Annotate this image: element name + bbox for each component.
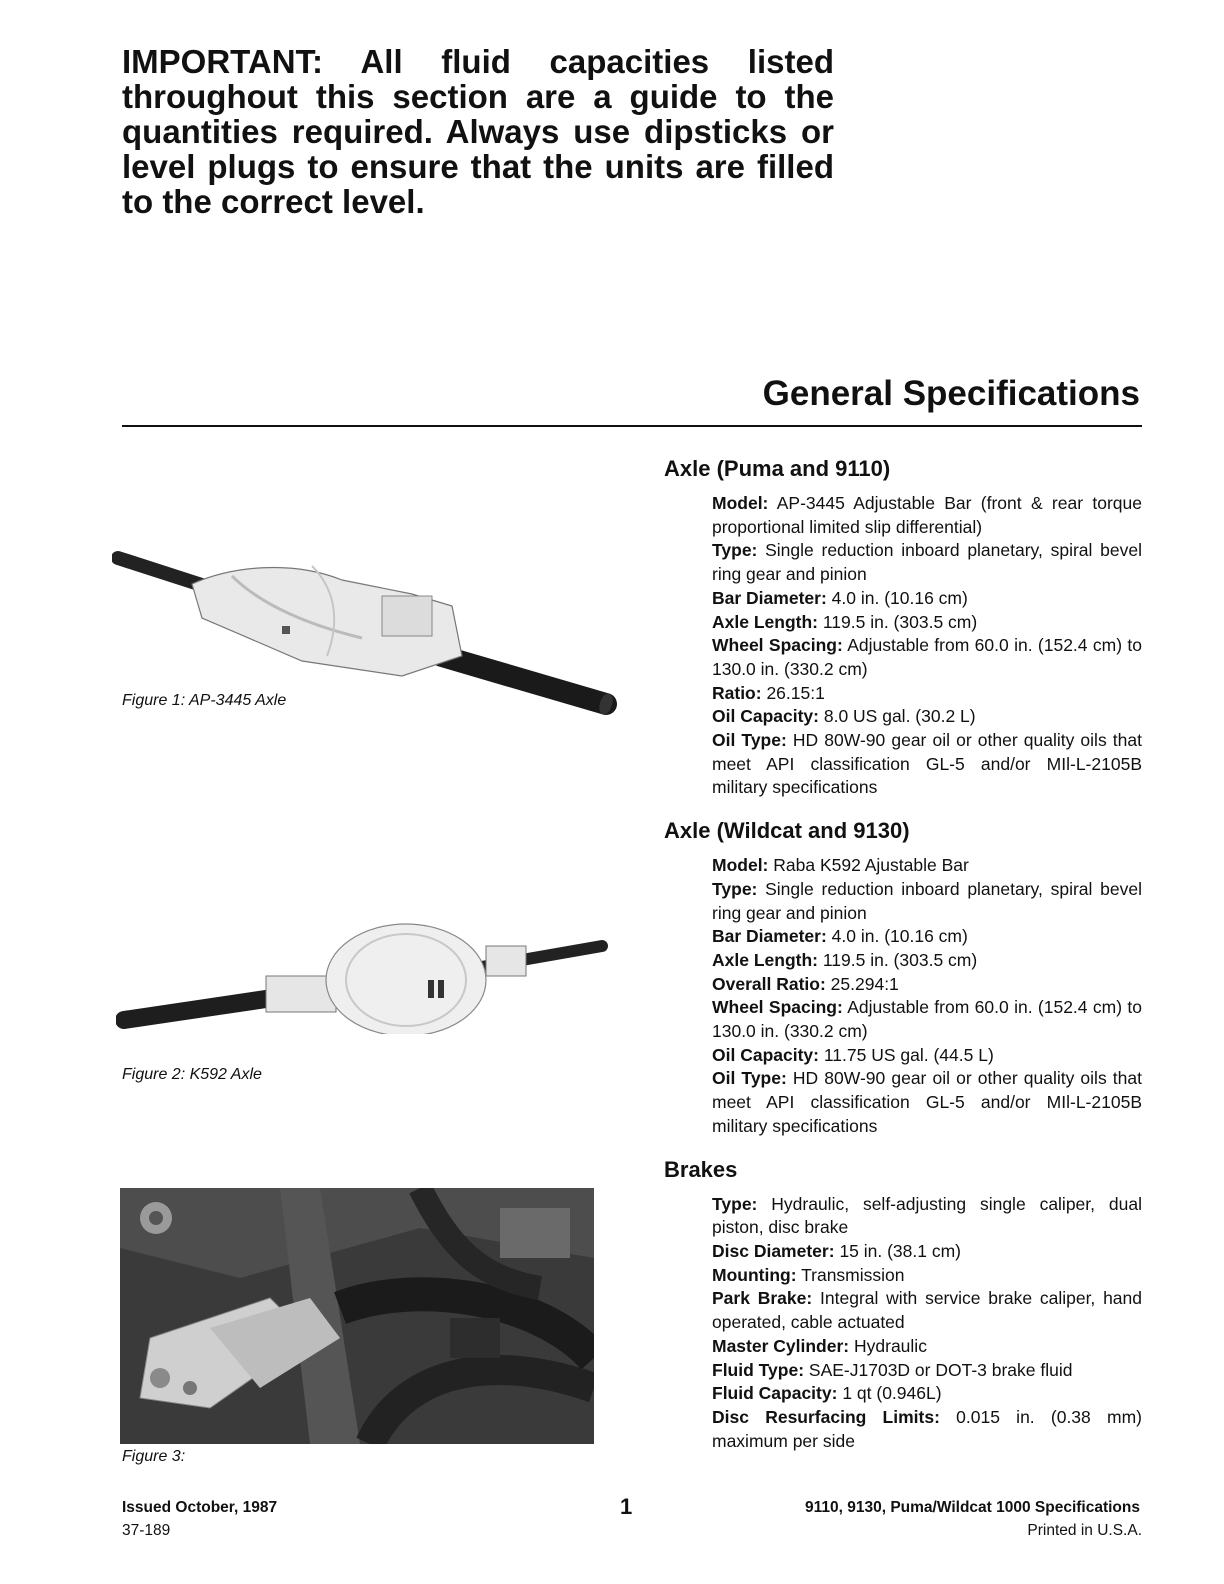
issued-date: Issued October, 1987 xyxy=(122,1499,278,1516)
spec-item xyxy=(712,1287,1142,1334)
spec-section-brakes xyxy=(664,1157,1142,1454)
spec-item xyxy=(712,1264,1142,1288)
spec-label: Park Brake: xyxy=(712,1288,813,1309)
spec-list xyxy=(712,854,1142,1138)
spec-value: 15 in. (38.1 cm) xyxy=(839,1240,962,1261)
spec-item xyxy=(712,1382,1142,1406)
spec-item xyxy=(712,705,1142,729)
spec-value: Adjustable from 60.0 in. (152.4 cm) to 130.0 in. (330.2 cm) xyxy=(712,997,1143,1042)
spec-label: Disc Diameter: xyxy=(712,1240,835,1261)
page-number: 1 xyxy=(620,1494,633,1519)
spec-item xyxy=(712,611,1142,635)
spec-value: 119.5 in. (303.5 cm) xyxy=(822,611,978,632)
spec-label: Type: xyxy=(712,540,758,561)
spec-label: Type: xyxy=(712,878,758,899)
spec-value: AP-3445 Adjustable Bar (front & rear torque proportional limited slip differential) xyxy=(712,493,1142,537)
spec-item xyxy=(712,996,1142,1043)
spec-value: 4.0 in. (10.16 cm) xyxy=(831,926,968,947)
figure-2-axle-photo xyxy=(116,918,608,1034)
spec-label: Oil Capacity: xyxy=(712,1044,819,1065)
spec-value: HD 80W-90 gear oil or other quality oils that meet API classification GL-5 and/or MIl-L-2105B military specifications xyxy=(712,730,1142,798)
spec-item xyxy=(712,949,1142,973)
figure-1-axle-photo xyxy=(112,546,618,716)
spec-value: 26.15:1 xyxy=(766,682,825,703)
spec-value: Hydraulic xyxy=(854,1335,927,1356)
spec-item xyxy=(712,492,1142,539)
spec-value: 0.015 in. (0.38 mm) maximum per side xyxy=(712,1406,1142,1451)
spec-label: Type: xyxy=(712,1193,758,1214)
spec-item xyxy=(712,682,1142,706)
spec-value: 25.294:1 xyxy=(830,973,899,994)
spec-value: 8.0 US gal. (30.2 L) xyxy=(823,706,976,727)
spec-item xyxy=(712,1240,1142,1264)
spec-value: Transmission xyxy=(801,1264,905,1285)
section-heading: Axle (Puma and 9110) xyxy=(664,456,891,481)
spec-item xyxy=(712,878,1142,925)
spec-list xyxy=(712,1193,1142,1454)
spec-item xyxy=(712,729,1142,800)
spec-label: Oil Type: xyxy=(712,1068,787,1089)
spec-value: 4.0 in. (10.16 cm) xyxy=(831,587,968,608)
spec-label: Axle Length: xyxy=(712,949,818,970)
section-heading: Axle (Wildcat and 9130) xyxy=(664,818,910,844)
figure-caption: Figure 2: K592 Axle xyxy=(122,1066,262,1083)
page-title: General Specifications xyxy=(762,374,1140,413)
spec-item xyxy=(712,1067,1142,1138)
spec-item xyxy=(712,1335,1142,1359)
figure-caption: Figure 3: xyxy=(122,1448,186,1465)
spec-item xyxy=(712,973,1142,997)
spec-value: SAE-J1703D or DOT-3 brake fluid xyxy=(808,1359,1073,1380)
specifications-column xyxy=(664,456,1142,1453)
figure-3-brake-photo xyxy=(120,1188,594,1444)
document-code: 37-189 xyxy=(122,1522,171,1539)
spec-value: 119.5 in. (303.5 cm) xyxy=(822,949,978,970)
spec-item xyxy=(712,1044,1142,1068)
spec-section-puma-axle xyxy=(664,456,1142,800)
spec-label: Fluid Capacity: xyxy=(712,1383,838,1404)
spec-label: Model: xyxy=(712,493,769,513)
section-heading: Brakes xyxy=(664,1156,738,1182)
title-divider xyxy=(122,425,1142,427)
spec-item xyxy=(712,634,1142,681)
spec-label: Oil Capacity: xyxy=(712,706,819,727)
spec-label: Mounting: xyxy=(712,1264,797,1285)
printed-location: Printed in U.S.A. xyxy=(1027,1522,1142,1539)
spec-label: Bar Diameter: xyxy=(712,587,827,608)
spec-label: Ratio: xyxy=(712,682,762,703)
spec-item xyxy=(712,1359,1142,1383)
spec-value: Hydraulic, self-adjusting single caliper, dual piston, disc brake xyxy=(712,1193,1142,1238)
spec-value: Single reduction inboard planetary, spiral bevel ring gear and pinion xyxy=(712,878,1142,923)
spec-value: 11.75 US gal. (44.5 L) xyxy=(823,1044,994,1065)
spec-label: Overall Ratio: xyxy=(712,973,826,994)
spec-value: Integral with service brake caliper, hand operated, cable actuated xyxy=(712,1288,1143,1333)
spec-label: Oil Type: xyxy=(712,730,787,751)
spec-label: Fluid Type: xyxy=(712,1359,805,1380)
spec-item xyxy=(712,1193,1142,1240)
spec-item xyxy=(712,587,1142,611)
spec-value: 1 qt (0.946L) xyxy=(842,1383,942,1404)
spec-value: Single reduction inboard planetary, spiral bevel ring gear and pinion xyxy=(712,540,1142,585)
spec-value: Raba K592 Ajustable Bar xyxy=(773,855,969,876)
spec-list xyxy=(712,492,1142,800)
spec-item xyxy=(712,854,1142,878)
spec-label: Master Cylinder: xyxy=(712,1335,850,1356)
figure-caption: Figure 1: AP-3445 Axle xyxy=(122,692,287,709)
spec-label: Axle Length: xyxy=(712,611,818,632)
spec-label: Disc Resurfacing Limits: xyxy=(712,1406,940,1427)
important-notice: IMPORTANT: All fluid capacities listed throughout this section are a guide to the quantities required. Always use dipsticks or level plugs to ensure that the units are filled to the correct level. xyxy=(122,43,834,220)
spec-item xyxy=(712,539,1142,586)
spec-label: Wheel Spacing: xyxy=(712,997,843,1018)
spec-value: Adjustable from 60.0 in. (152.4 cm) to 130.0 in. (330.2 cm) xyxy=(712,635,1143,679)
spec-label: Model: xyxy=(712,855,769,876)
spec-section-wildcat-axle xyxy=(664,818,1142,1138)
document-title: 9110, 9130, Puma/Wildcat 1000 Specifications xyxy=(804,1499,1140,1516)
spec-item xyxy=(712,925,1142,949)
spec-item xyxy=(712,1406,1142,1453)
spec-label: Wheel Spacing: xyxy=(712,635,843,656)
spec-label: Bar Diameter: xyxy=(712,926,827,947)
spec-value: HD 80W-90 gear oil or other quality oils that meet API classification GL-5 and/or MIl-L-2105B military specifications xyxy=(712,1068,1142,1136)
